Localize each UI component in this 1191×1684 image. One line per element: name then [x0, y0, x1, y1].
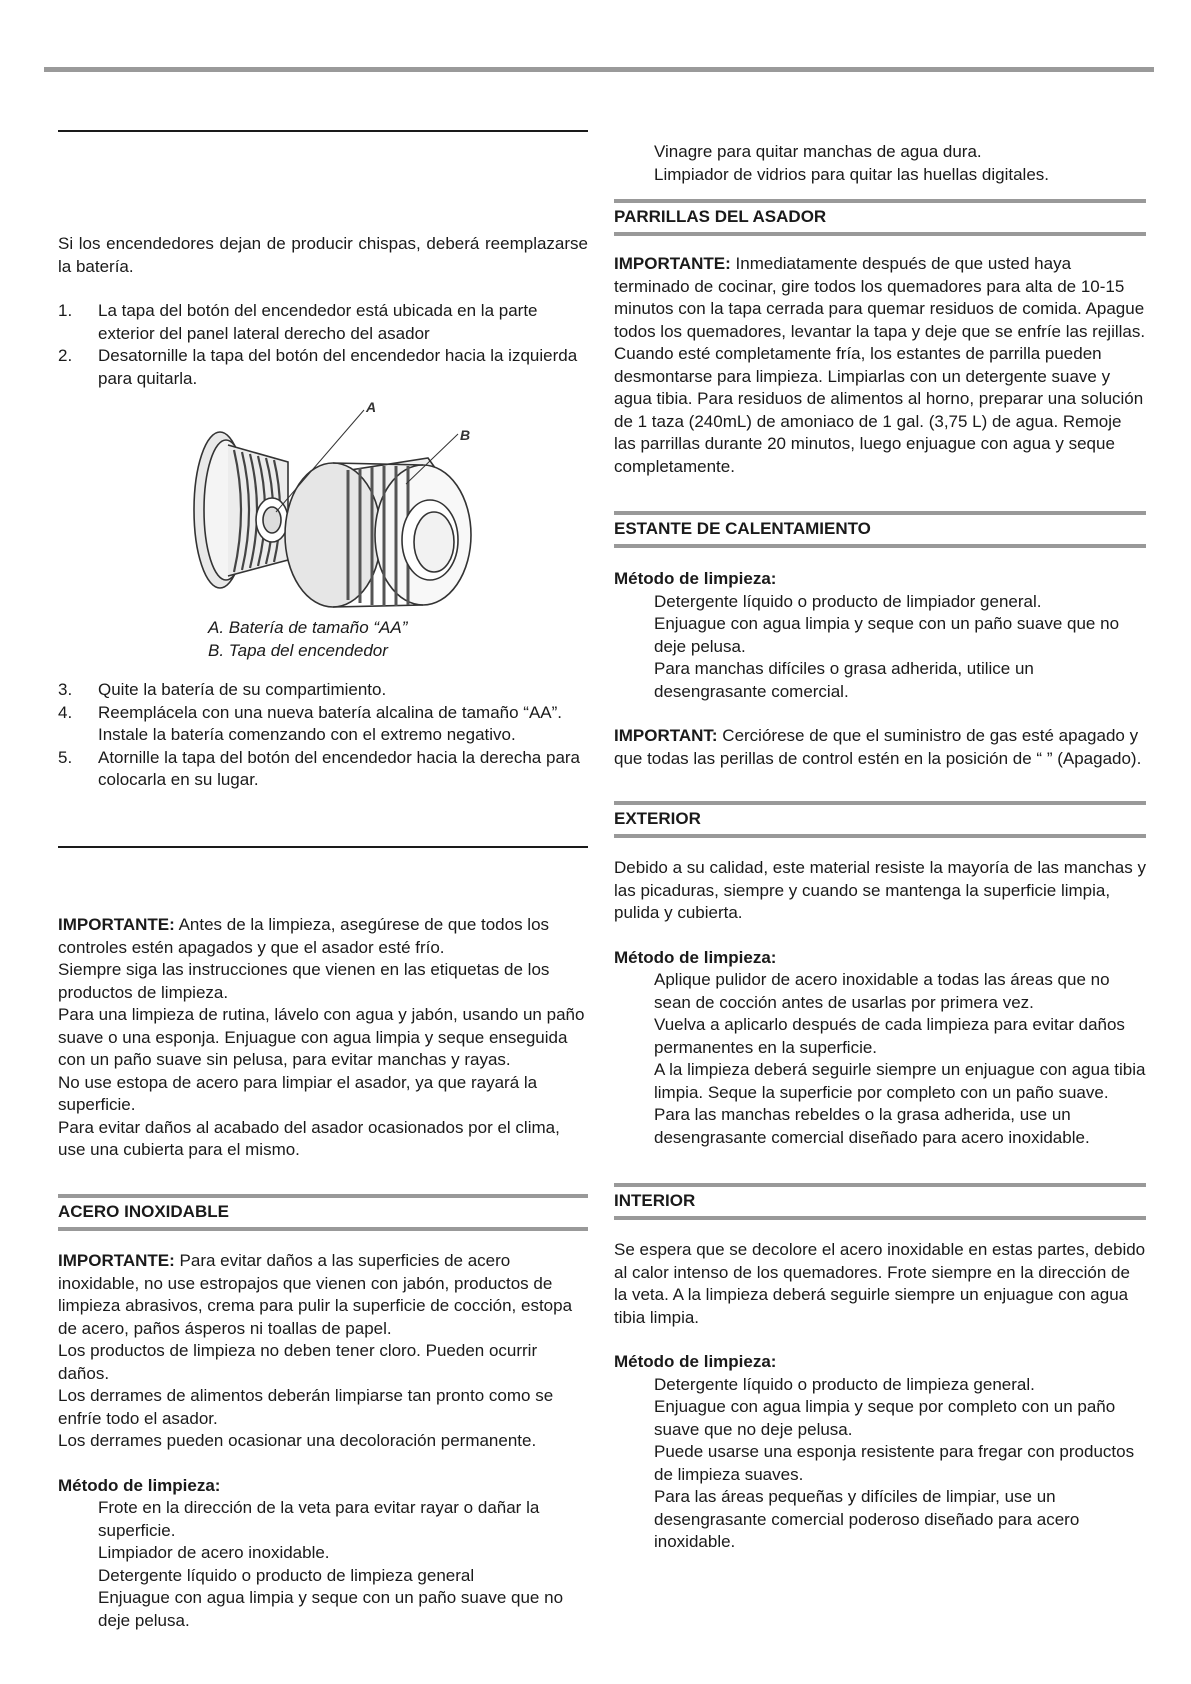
method-item: Para las manchas rebeldes o la grasa adherida, use un desengrasante comercial diseñado para acero inoxidable. [654, 1105, 1090, 1147]
stainless-line: Los derrames pueden ocasionar una decoloración permanente. [58, 1431, 537, 1450]
cleaning-important: IMPORTANTE: Antes de la limpieza, asegúrese de que todos los controles estén apagados y que el asador esté frío. [58, 915, 550, 957]
battery-steps-a [58, 300, 588, 390]
warming-important: IMPORTANT: Cerciórese de que el suministro de gas esté apagado y que todas las perillas de control estén en la posición de “ ” (Apagado). [614, 726, 1142, 768]
warming-heading: ESTANTE DE CALENTAMIENTO [614, 519, 871, 538]
cleaning-line: Siempre siga las instrucciones que vienen en las etiquetas de los productos de limpieza. [58, 960, 550, 1002]
caption-b: B. Tapa del encendedor [208, 640, 388, 660]
method-item: Vinagre para quitar manchas de agua dura. [654, 142, 982, 161]
figure-label-b: B [460, 427, 471, 443]
cleaning-line: Para una limpieza de rutina, lávelo con agua y jabón, usando un paño suave o una esponja. Enjuague con agua limpia y seque enseguida con un paño suave sin pelusa, para evitar manchas y rayas. [58, 1005, 585, 1069]
stainless-line: Los productos de limpieza no deben tener cloro. Pueden ocurrir daños. [58, 1341, 538, 1383]
cleaning-general [58, 914, 588, 1162]
stainless-heading-band [58, 1194, 588, 1231]
warming-section [614, 568, 1146, 770]
method-item: Enjuague con agua limpia y seque con un paño suave que no deje pelusa. [98, 1588, 564, 1630]
grates-heading: PARRILLAS DEL ASADOR [614, 207, 827, 226]
method-item: Detergente líquido o producto de limpieza general [98, 1565, 475, 1585]
exterior-method-label: Método de limpieza: [614, 947, 777, 967]
list-item: 3. Quite la batería de su compartimiento. [58, 680, 387, 699]
figure-label-a: A [366, 400, 377, 415]
stainless-section [58, 1250, 588, 1632]
cleaning-line: No use estopa de acero para limpiar el asador, ya que rayará la superficie. [58, 1072, 538, 1114]
list-item: 5. Atornille la tapa del botón del encendedor hacia la derecha para colocarla en su lugar. [58, 747, 581, 789]
list-item: 4. Reemplácela con una nueva batería alcalina de tamaño “AA”. Instale la batería comenzando con el extremo negativo. [58, 702, 563, 744]
stainless-important: IMPORTANTE: Para evitar daños a las superficies de acero inoxidable, no use estropajos que vienen con jabón, productos de limpieza abrasivos, crema para pulir la superficie de cocción, estopa de acero, paños ásperos ni toallas de papel. [58, 1251, 573, 1338]
interior-method-label: Método de limpieza: [614, 1352, 777, 1371]
interior-heading: INTERIOR [614, 1191, 696, 1210]
section-rule-battery [58, 130, 588, 132]
continued-items [614, 141, 1146, 186]
method-item: Detergente líquido o producto de limpieza general. [654, 1374, 1035, 1394]
interior-section [614, 1239, 1146, 1554]
exterior-heading-band [614, 801, 1146, 838]
stainless-heading: ACERO INOXIDABLE [58, 1202, 229, 1221]
list-item: 1. La tapa del botón del encendedor está ubicada en la parte exterior del panel lateral derecho del asador [58, 301, 538, 343]
cleaning-line: Para evitar daños al acabado del asador ocasionados por el clima, use una cubierta para el mismo. [58, 1117, 560, 1159]
method-item: Frote en la dirección de la veta para evitar rayar o dañar la superficie. [98, 1498, 540, 1540]
grates-heading-band [614, 199, 1146, 236]
battery-steps-b [58, 679, 588, 792]
interior-heading-band [614, 1183, 1146, 1220]
interior-intro: Se espera que se decolore el acero inoxidable en estas partes, debido al calor intenso de los quemadores. Frote siempre en la dirección de la veta. A la limpieza deberá seguirle siempre un enjuague con agua tibia limpia. [614, 1240, 1146, 1327]
method-item: Detergente líquido o producto de limpiador general. [654, 591, 1042, 611]
method-item: Enjuague con agua limpia y seque con un paño suave que no deje pelusa. [654, 614, 1120, 656]
method-item: Aplique pulidor de acero inoxidable a todas las áreas que no sean de cocción antes de usarlas por primera vez. [654, 970, 1110, 1012]
method-item: Limpiador de vidrios para quitar las huellas digitales. [654, 164, 1049, 184]
method-item: Para manchas difíciles o grasa adherida, utilice un desengrasante comercial. [654, 659, 1034, 701]
exterior-intro: Debido a su calidad, este material resiste la mayoría de las manchas y las picaduras, siempre y cuando se mantenga la superficie limpia, pulida y cubierta. [614, 858, 1146, 922]
method-item: Enjuague con agua limpia y seque por completo con un paño suave que no deje pelusa. [654, 1397, 1116, 1439]
warming-method-label: Método de limpieza: [614, 569, 777, 588]
warming-heading-band [614, 511, 1146, 548]
method-item: Vuelva a aplicarlo después de cada limpieza para evitar daños permanentes en la superficie. [654, 1015, 1125, 1057]
caption-a: A. Batería de tamaño “AA” [208, 618, 408, 637]
grates-important: IMPORTANTE: Inmediatamente después de que usted haya terminado de cocinar, gire todos los quemadores para alta de 10-15 minutos con la tapa cerrada para quemar residuos de comida. Apague todos los quemadores, levantar la tapa y deje que se enfríe las rejillas. Cuando esté completamente fría, los estantes de parrilla pueden desmontarse para limpieza. Limpiarlas con un detergente suave y agua tibia. Para residuos de alimentos al horno, preparar una solución de 1 taza (240mL) de amoniaco de 1 gal. (3,75 L) de agua. Remoje las parrillas durante 20 minutos, luego enjuague con agua y seque completamente. [614, 254, 1146, 476]
exterior-heading: EXTERIOR [614, 809, 701, 828]
battery-intro: Si los encendedores dejan de producir chispas, deberá reemplazarse la batería. [58, 234, 588, 276]
list-item: 2. Desatornille la tapa del botón del encendedor hacia la izquierda para quitarla. [58, 346, 578, 388]
figure-captions [58, 617, 588, 662]
igniter-battery-figure [168, 400, 528, 622]
method-item: A la limpieza deberá seguirle siempre un enjuague con agua tibia limpia. Seque la superficie por completo con un paño suave. [654, 1060, 1146, 1102]
section-rule-cleaning [58, 846, 588, 848]
stainless-method-label: Método de limpieza: [58, 1475, 221, 1495]
method-item: Limpiador de acero inoxidable. [98, 1543, 330, 1562]
method-item: Puede usarse una esponja resistente para fregar con productos de limpieza suaves. [654, 1442, 1135, 1484]
igniter-illustration [168, 400, 528, 622]
page-top-rule [44, 67, 1154, 72]
method-item: Para las áreas pequeñas y difíciles de limpiar, use un desengrasante comercial poderoso diseñado para acero inoxidable. [654, 1487, 1080, 1551]
grates-section [614, 253, 1146, 478]
exterior-section [614, 857, 1146, 1149]
stainless-line: Los derrames de alimentos deberán limpiarse tan pronto como se enfríe todo el asador. [58, 1386, 554, 1428]
